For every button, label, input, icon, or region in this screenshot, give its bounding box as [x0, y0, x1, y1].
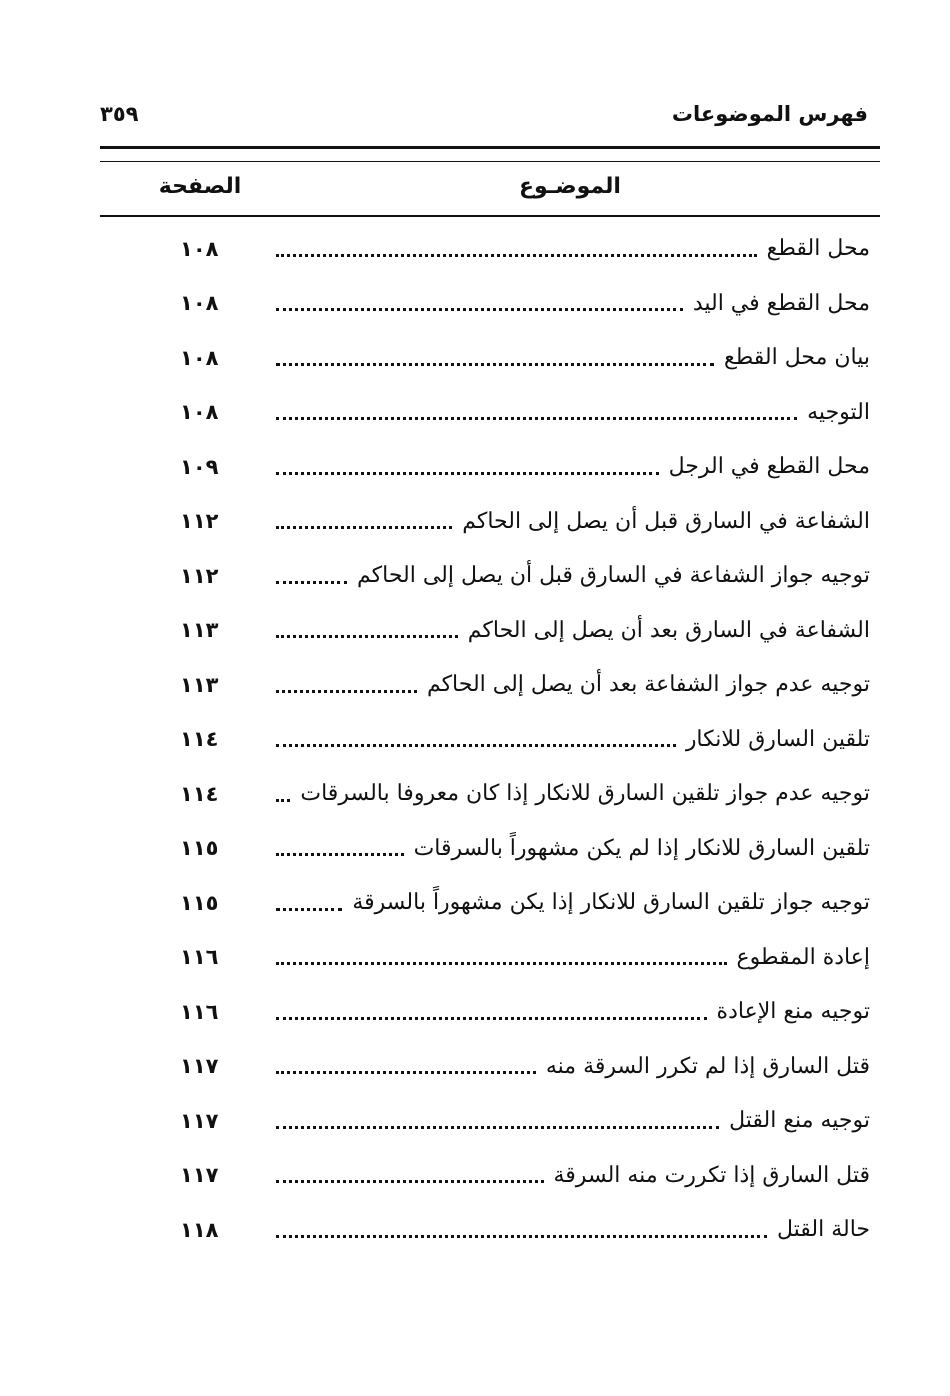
toc-entry-page: ١١٤ [180, 781, 219, 806]
dot-leader [276, 744, 676, 747]
toc-entry-title: توجيه منع الإعادة [716, 999, 870, 1025]
toc-entry [180, 1094, 870, 1149]
dot-leader [276, 853, 404, 856]
toc-list [180, 222, 870, 1258]
toc-entry [180, 713, 870, 768]
toc-entry-title: توجيه جواز الشفاعة في السارق قبل أن يصل إلى الحاكم [357, 563, 870, 589]
toc-entry-page: ١١٨ [180, 1217, 219, 1242]
toc-entry-title: قتل السارق إذا تكررت منه السرقة [553, 1162, 870, 1188]
toc-entry [180, 604, 870, 659]
toc-entry-title: محل القطع [766, 236, 870, 262]
toc-entry [180, 495, 870, 550]
toc-entry-page: ١٠٩ [180, 454, 219, 479]
column-heading-page: الصفحة [158, 174, 242, 199]
toc-entry-title: توجيه جواز تلقين السارق للانكار إذا يكن مشهوراً بالسرقة [352, 890, 870, 916]
toc-entry [180, 658, 870, 713]
toc-entry [180, 549, 870, 604]
toc-entry-title: التوجيه [807, 399, 870, 425]
toc-entry-page: ١١٣ [180, 672, 219, 697]
toc-entry-page: ١٠٨ [180, 400, 219, 425]
toc-entry [180, 277, 870, 332]
toc-entry-page: ١١٧ [180, 1108, 219, 1133]
column-heading-topic: الموضـوع [519, 174, 621, 199]
dot-leader [276, 254, 757, 257]
toc-entry [180, 876, 870, 931]
toc-entry-title: بيان محل القطع [724, 345, 870, 371]
dot-leader [276, 1235, 767, 1238]
header-rule-thin [100, 161, 880, 162]
dot-leader [276, 690, 417, 693]
dot-leader [276, 1071, 536, 1074]
toc-entry-page: ١١٥ [180, 836, 219, 861]
dot-leader [276, 472, 659, 475]
toc-entry-page: ١١٢ [180, 563, 219, 588]
toc-entry-title: محل القطع في اليد [692, 290, 870, 316]
toc-entry-page: ١١٢ [180, 509, 219, 534]
toc-entry-title: حالة القتل [776, 1217, 870, 1243]
dot-leader [276, 1126, 719, 1129]
dot-leader [276, 962, 727, 965]
toc-entry [180, 767, 870, 822]
toc-entry-page: ١١٧ [180, 1163, 219, 1188]
toc-entry [180, 931, 870, 986]
toc-entry-page: ١١٥ [180, 890, 219, 915]
toc-entry-title: تلقين السارق للانكار إذا لم يكن مشهوراً بالسرقات [413, 835, 870, 861]
toc-entry-page: ١١٦ [180, 945, 219, 970]
dot-leader [276, 908, 342, 911]
toc-entry [180, 1040, 870, 1095]
toc-entry [180, 1203, 870, 1258]
toc-entry [180, 440, 870, 495]
toc-entry-page: ١٠٨ [180, 236, 219, 261]
toc-entry-title: توجيه منع القتل [729, 1108, 870, 1134]
dot-leader [276, 1017, 707, 1020]
toc-entry-title: توجيه عدم جواز الشفاعة بعد أن يصل إلى الحاكم [426, 672, 870, 698]
column-heading-rule [100, 215, 880, 217]
toc-entry-page: ١١٣ [180, 618, 219, 643]
toc-entry-title: الشفاعة في السارق قبل أن يصل إلى الحاكم [462, 508, 870, 534]
toc-entry-title: قتل السارق إذا لم تكرر السرقة منه [545, 1053, 870, 1079]
dot-leader [276, 363, 714, 366]
toc-entry-page: ١١٦ [180, 999, 219, 1024]
dot-leader [276, 417, 797, 420]
toc-entry-title: محل القطع في الرجل [668, 454, 870, 480]
running-header [100, 102, 868, 134]
toc-entry-page: ١١٤ [180, 727, 219, 752]
toc-entry-page: ١٠٨ [180, 345, 219, 370]
toc-entry-title: إعادة المقطوع [736, 944, 870, 970]
toc-entry-title: الشفاعة في السارق بعد أن يصل إلى الحاكم [467, 617, 870, 643]
toc-entry [180, 386, 870, 441]
toc-entry-page: ١٠٨ [180, 291, 219, 316]
dot-leader [276, 1180, 544, 1183]
toc-entry [180, 1149, 870, 1204]
dot-leader [276, 635, 458, 638]
page-number: ٣٥٩ [100, 102, 139, 126]
toc-entry [180, 331, 870, 386]
dot-leader [276, 526, 452, 529]
dot-leader [276, 799, 290, 802]
running-title: فهرس الموضوعات [671, 102, 868, 126]
toc-entry [180, 985, 870, 1040]
toc-entry [180, 222, 870, 277]
toc-entry-title: تلقين السارق للانكار [685, 726, 870, 752]
dot-leader [276, 308, 683, 311]
header-rule-thick [100, 146, 880, 149]
toc-entry-page: ١١٧ [180, 1054, 219, 1079]
dot-leader [276, 581, 347, 584]
toc-entry-title: توجيه عدم جواز تلقين السارق للانكار إذا كان معروفا بالسرقات [300, 781, 870, 807]
toc-entry [180, 822, 870, 877]
